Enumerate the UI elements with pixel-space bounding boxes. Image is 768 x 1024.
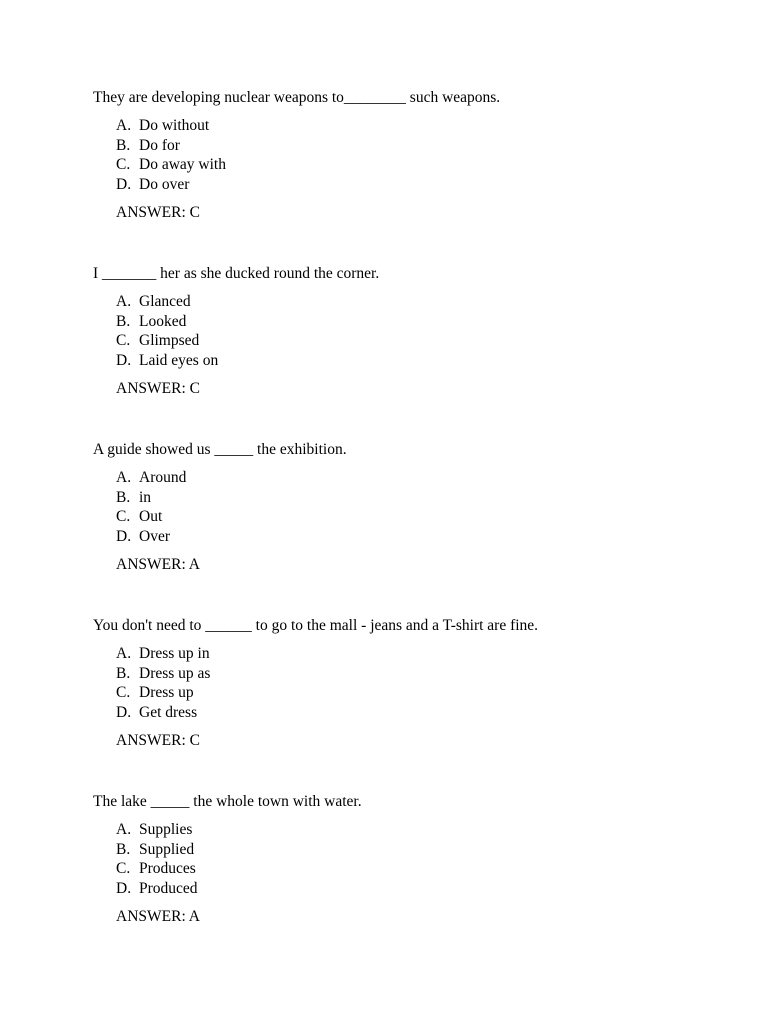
option-a [116, 116, 733, 136]
option-text: Glimpsed [139, 332, 200, 350]
option-letter: A. [116, 117, 132, 134]
option-text: Looked [139, 312, 187, 330]
option-letter: D. [116, 351, 132, 369]
option-letter: C. [116, 860, 131, 878]
option-b [116, 664, 733, 684]
question-5 [93, 792, 733, 927]
option-d [116, 879, 733, 899]
option-text: Get dress [139, 703, 198, 721]
option-b [116, 488, 733, 508]
answer-line: ANSWER: A [116, 556, 200, 574]
answer-line: ANSWER: C [116, 732, 200, 750]
option-text: Do over [139, 175, 190, 193]
option-a [116, 644, 733, 664]
option-letter: B. [116, 664, 131, 682]
option-letter: B. [116, 312, 131, 330]
answer-line: ANSWER: C [116, 380, 200, 398]
option-list [93, 292, 733, 370]
option-text: Dress up [139, 684, 194, 702]
option-text: Do without [139, 117, 210, 134]
option-letter: A. [116, 645, 132, 662]
question-stem: I _______ her as she ducked round the corner. [93, 265, 380, 282]
option-letter: B. [116, 136, 131, 154]
option-b [116, 312, 733, 332]
option-text: Do for [139, 136, 180, 154]
option-text: Dress up in [139, 645, 210, 662]
option-text: Around [139, 469, 187, 486]
option-c [116, 155, 733, 175]
option-text: Do away with [139, 156, 226, 174]
option-d [116, 351, 733, 371]
option-text: Produces [139, 860, 196, 878]
option-list [93, 820, 733, 898]
option-c [116, 683, 733, 703]
question-stem: You don't need to ______ to go to the mall - jeans and a T-shirt are fine. [93, 617, 539, 634]
option-text: Laid eyes on [139, 351, 219, 369]
option-text: Produced [139, 879, 198, 897]
option-d [116, 527, 733, 547]
option-letter: B. [116, 488, 131, 506]
option-text: Glanced [139, 293, 191, 310]
option-b [116, 840, 733, 860]
option-letter: A. [116, 469, 132, 486]
option-d [116, 703, 733, 723]
option-text: Out [139, 508, 163, 526]
question-1 [93, 88, 733, 223]
answer-line: ANSWER: C [116, 204, 200, 222]
option-letter: A. [116, 821, 132, 838]
option-c [116, 331, 733, 351]
option-list [93, 644, 733, 722]
question-stem: A guide showed us _____ the exhibition. [93, 441, 347, 458]
question-stem: They are developing nuclear weapons to________ such weapons. [93, 89, 501, 106]
option-d [116, 175, 733, 195]
question-2 [93, 264, 733, 399]
option-text: Dress up as [139, 664, 211, 682]
option-letter: B. [116, 840, 131, 858]
option-list [93, 468, 733, 546]
option-text: Supplies [139, 821, 193, 838]
option-text: Supplied [139, 840, 195, 858]
option-letter: D. [116, 527, 132, 545]
option-text: Over [139, 527, 170, 545]
option-letter: D. [116, 175, 132, 193]
question-3 [93, 440, 733, 575]
option-letter: D. [116, 703, 132, 721]
option-letter: C. [116, 156, 131, 174]
option-letter: C. [116, 508, 131, 526]
option-letter: D. [116, 879, 132, 897]
option-letter: C. [116, 332, 131, 350]
option-a [116, 468, 733, 488]
option-text: in [139, 488, 152, 506]
option-letter: A. [116, 293, 132, 310]
option-list [93, 116, 733, 194]
option-b [116, 136, 733, 156]
option-letter: C. [116, 684, 131, 702]
question-4 [93, 616, 733, 751]
option-a [116, 292, 733, 312]
option-a [116, 820, 733, 840]
answer-line: ANSWER: A [116, 908, 200, 926]
option-c [116, 507, 733, 527]
option-c [116, 859, 733, 879]
question-stem: The lake _____ the whole town with water. [93, 793, 362, 810]
